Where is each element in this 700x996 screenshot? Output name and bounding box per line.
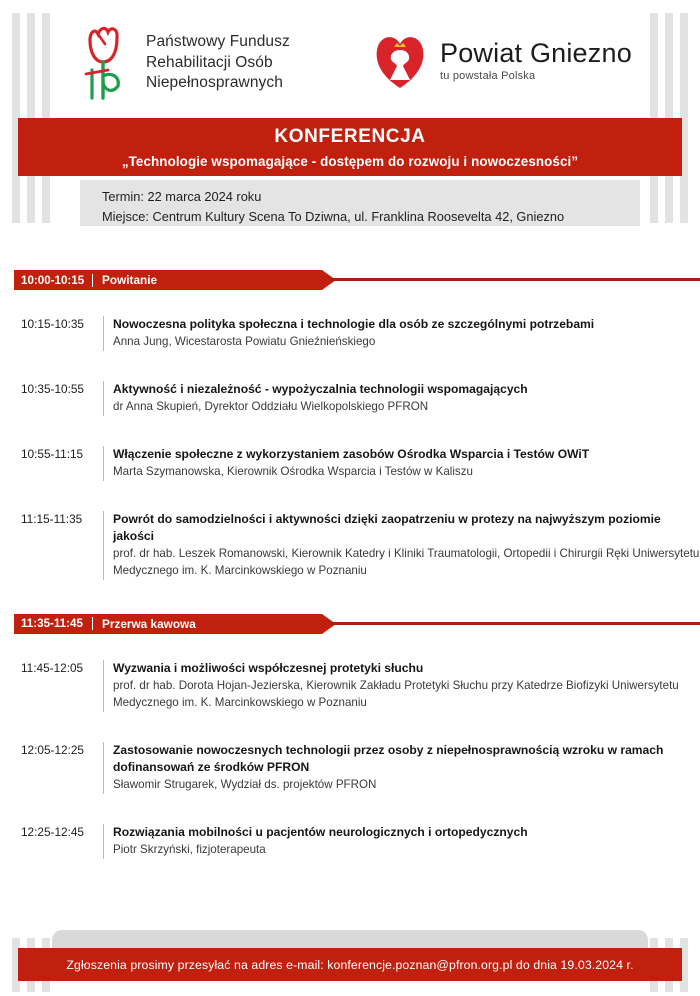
agenda-section-divider (92, 274, 93, 287)
agenda-section-divider (92, 617, 93, 630)
event-info-box (80, 180, 640, 226)
powiat-gniezno-logo (372, 32, 632, 90)
agenda-item-body (103, 824, 528, 859)
pfron-logo-line-1: Państwowy Fundusz (146, 33, 290, 51)
agenda-section-band (0, 614, 700, 634)
agenda-section-rule (330, 622, 700, 625)
agenda-item-body (103, 660, 700, 712)
agenda-section-time: 11:35-11:45 (21, 617, 83, 631)
agenda-item-speaker: dr Anna Skupień, Dyrektor Oddziału Wielkopolskiego PFRON (113, 400, 429, 414)
agenda-item-title: Aktywność i niezależność - wypożyczalnia technologii wspomagających (113, 381, 528, 396)
agenda-item-time: 10:55-11:15 (21, 446, 84, 461)
agenda-item (0, 660, 700, 712)
agenda-item-speaker: Marta Szymanowska, Kierownik Ośrodka Wsparcia i Testów w Kaliszu (113, 465, 473, 479)
conference-banner (18, 118, 682, 176)
agenda-item-time: 11:45-12:05 (21, 660, 84, 675)
agenda-item-body (103, 511, 700, 580)
agenda-item-time: 11:15-11:35 (21, 511, 83, 526)
heart-eagle-icon (372, 32, 428, 90)
powiat-gniezno-subtitle: tu powstała Polska (440, 70, 536, 82)
agenda-section-body (14, 270, 322, 290)
pfron-logo-line-3: Niepełnosprawnych (146, 74, 283, 92)
event-date: Termin: 22 marca 2024 roku (102, 189, 262, 204)
event-place: Miejsce: Centrum Kultury Scena To Dziwna, ul. Franklina Roosevelta 42, Gniezno (102, 208, 565, 224)
agenda-section-band (0, 270, 700, 290)
agenda-section-label: Powitanie (102, 273, 158, 287)
footer-contact-text: Zgłoszenia prosimy przesyłać na adres e-mail: konferencje.poznan@pfron.org.pl do dnia 19.03.2024 r. (66, 957, 634, 972)
agenda-item-speaker: prof. dr hab. Leszek Romanowski, Kierownik Katedry i Kliniki Traumatologii, Ortopedii i Chirurgii Ręki Uniwersytetu Medycznego im. K. Marcinkowskiego w Poznaniu (113, 547, 700, 578)
agenda-item-title: Wyzwania i możliwości współczesnej protetyki słuchu (113, 660, 424, 675)
tulip-icon (78, 24, 136, 102)
agenda-item-time: 10:15-10:35 (21, 317, 84, 331)
agenda-item-title: Nowoczesna polityka społeczna i technologie dla osób ze szczególnymi potrzebami (113, 317, 595, 331)
agenda-item-title: Rozwiązania mobilności u pacjentów neurologicznych i ortopedycznych (113, 824, 528, 839)
agenda-item-time: 10:35-10:55 (21, 381, 84, 396)
agenda-item-title: Włączenie społeczne z wykorzystaniem zasobów Ośrodka Wsparcia i Testów OWiT (113, 446, 590, 461)
agenda-item-speaker: Piotr Skrzyński, fizjoterapeuta (113, 842, 266, 856)
agenda-item (0, 742, 700, 794)
agenda-item (0, 446, 700, 481)
agenda-item (0, 381, 700, 416)
pfron-logo (78, 24, 290, 102)
agenda-item (0, 316, 700, 351)
agenda-item-speaker: prof. dr hab. Dorota Hojan-Jezierska, Kierownik Zakładu Protetyki Słuchu przy Katedrze Biofizyki Uniwersytetu Medycznego im. K. Marcinkowskiego w Poznaniu (113, 679, 679, 709)
pfron-logo-line-2: Rehabilitacji Osób (146, 53, 273, 71)
agenda-section-rule (330, 278, 700, 281)
agenda-item-body (103, 381, 528, 416)
agenda-item-body (103, 742, 700, 794)
agenda-item-body (103, 446, 589, 481)
agenda-item-speaker: Sławomir Strugarek, Wydział ds. projektów PFRON (113, 777, 377, 791)
agenda-item (0, 511, 700, 580)
powiat-gniezno-title: Powiat Gniezno (440, 38, 632, 68)
agenda-list (0, 270, 700, 889)
pfron-logo-text (146, 32, 290, 93)
agenda-item-body (103, 316, 594, 351)
agenda-item-title: Powrót do samodzielności i aktywności dzięki zaopatrzeniu w protezy na najwyższym poziomie jakości (113, 511, 661, 544)
logo-header (0, 20, 700, 112)
agenda-item (0, 824, 700, 859)
footer-bar (18, 948, 682, 981)
agenda-item-time: 12:05-12:25 (21, 742, 84, 757)
powiat-gniezno-wordmark (440, 40, 632, 82)
agenda-section-time: 10:00-10:15 (21, 273, 85, 287)
conference-subheading: „Technologie wspomagające - dostępem do rozwoju i nowoczesności” (121, 154, 579, 169)
agenda-item-title: Zastosowanie nowoczesnych technologii przez osoby z niepełnosprawnością wzroku w ramach dofinansowań ze środków PFRON (113, 742, 664, 774)
agenda-item-speaker: Anna Jung, Wicestarosta Powiatu Gnieźnieńskiego (113, 335, 376, 349)
agenda-item-time: 12:25-12:45 (21, 824, 84, 839)
conference-heading: KONFERENCJA (274, 126, 426, 147)
agenda-section-label: Przerwa kawowa (102, 616, 196, 631)
agenda-section-body (14, 614, 322, 634)
